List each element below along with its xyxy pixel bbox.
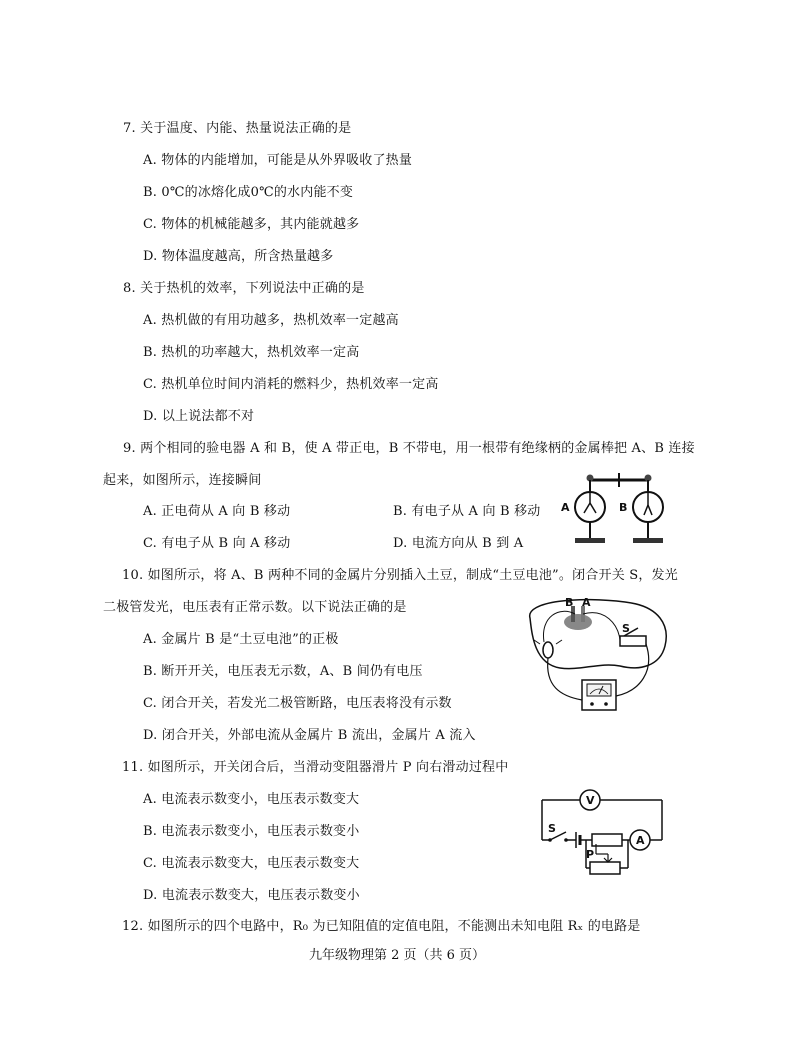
page-footer: 九年级物理第 2 页（共 6 页） xyxy=(308,948,486,963)
question-9-stem-line2: 起来，如图所示，连接瞬间 xyxy=(103,473,262,488)
question-11-option-a: A. 电流表示数变小，电压表示数变大 xyxy=(143,792,360,807)
question-7-option-c: C. 物体的机械能越多，其内能就越多 xyxy=(143,217,360,232)
question-9-option-d: D. 电流方向从 B 到 A xyxy=(393,536,524,551)
question-7-option-b: B. 0℃的冰熔化成0℃的水内能不变 xyxy=(143,185,354,200)
question-10-stem-line2: 二极管发光，电压表有正常示数。以下说法正确的是 xyxy=(103,600,407,615)
voltmeter-label: V xyxy=(586,794,595,807)
electroscope-label-b: B xyxy=(619,501,628,514)
slider-label-p: P xyxy=(586,848,595,861)
potato-label-b: B xyxy=(565,596,574,609)
question-10-stem-line1: 10. 如图所示，将 A、B 两种不同的金属片分别插入土豆，制成“土豆电池”。闭合开关 S，发光 xyxy=(122,568,678,583)
question-9-stem-line1: 9. 两个相同的验电器 A 和 B，使 A 带正电，B 不带电，用一根带有绝缘柄的金属棒把 A、B 连接 xyxy=(123,441,695,456)
question-8-option-d: D. 以上说法都不对 xyxy=(143,409,255,424)
question-9-option-c: C. 有电子从 B 向 A 移动 xyxy=(143,536,291,551)
question-11-stem: 11. 如图所示，开关闭合后，当滑动变阻器滑片 P 向右滑动过程中 xyxy=(122,760,509,775)
switch-label: S xyxy=(548,822,556,835)
question-10-option-c: C. 闭合开关，若发光二极管断路，电压表将没有示数 xyxy=(143,696,452,711)
question-8-stem: 8. 关于热机的效率，下列说法中正确的是 xyxy=(123,281,365,296)
potato-battery-figure xyxy=(520,596,670,736)
question-11-option-c: C. 电流表示数变大，电压表示数变大 xyxy=(143,856,360,871)
question-11-option-d: D. 电流表示数变大，电压表示数变小 xyxy=(143,888,360,903)
question-7-option-a: A. 物体的内能增加，可能是从外界吸收了热量 xyxy=(143,153,413,168)
electroscope-label-a: A xyxy=(561,501,570,514)
question-9-option-a: A. 正电荷从 A 向 B 移动 xyxy=(143,504,291,519)
question-10-option-b: B. 断开开关，电压表无示数，A、B 间仍有电压 xyxy=(143,664,423,679)
question-7-option-d: D. 物体温度越高，所含热量越多 xyxy=(143,249,334,264)
question-10-option-a: A. 金属片 B 是“土豆电池”的正极 xyxy=(143,632,339,647)
question-12-stem: 12. 如图所示的四个电路中，R₀ 为已知阻值的定值电阻，不能测出未知电阻 Rₓ 的电路是 xyxy=(122,919,641,934)
question-10-option-d: D. 闭合开关，外部电流从金属片 B 流出，金属片 A 流入 xyxy=(143,728,476,743)
switch-label-s: S xyxy=(622,622,630,635)
question-9-option-b: B. 有电子从 A 向 B 移动 xyxy=(393,504,541,519)
question-8-option-c: C. 热机单位时间内消耗的燃料少，热机效率一定高 xyxy=(143,377,439,392)
question-7-stem: 7. 关于温度、内能、热量说法正确的是 xyxy=(123,121,352,136)
electroscope-figure xyxy=(558,470,678,548)
question-8-option-b: B. 热机的功率越大，热机效率一定高 xyxy=(143,345,360,360)
circuit-rheostat-figure xyxy=(538,788,668,888)
question-11-option-b: B. 电流表示数变小，电压表示数变小 xyxy=(143,824,360,839)
potato-label-a: A xyxy=(582,596,591,609)
question-8-option-a: A. 热机做的有用功越多，热机效率一定越高 xyxy=(143,313,399,328)
ammeter-label: A xyxy=(636,834,645,847)
